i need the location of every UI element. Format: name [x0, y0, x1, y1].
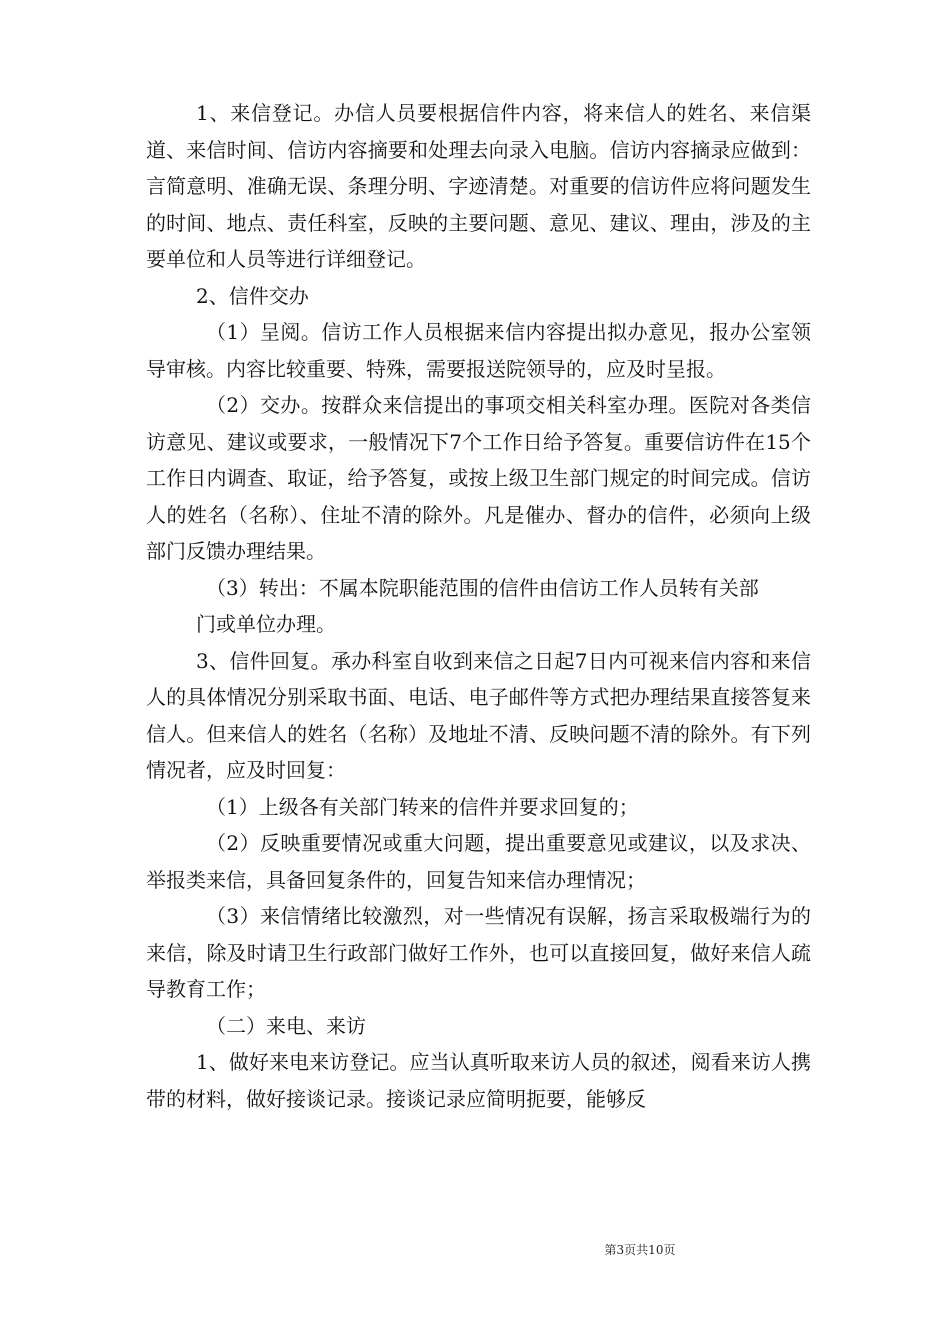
paragraph-letter-reply: 3、信件回复。承办科室自收到来信之日起7日内可视来信内容和来信人的具体情况分别采取书面、电话、电子邮件等方式把办理结果直接答复来信人。但来信人的姓名（名称）及地址不清、反映问题不清的除外。有下列情况者，应及时回复： — [146, 648, 811, 782]
paragraph-reply-case-3: （3）来信情绪比较激烈，对一些情况有误解，扬言采取极端行为的来信，除及时请卫生行政部门做好工作外，也可以直接回复，做好来信人疏导教育工作； — [146, 904, 811, 1001]
paragraph-reply-case-1: （1）上级各有关部门转来的信件并要求回复的； — [206, 794, 639, 819]
paragraph-review: （1）呈阅。信访工作人员根据来信内容提出拟办意见，报办公室领导审核。内容比较重要、特殊，需要报送院领导的，应及时呈报。 — [146, 320, 811, 381]
page-number-footer: 第3页共10页 — [604, 1243, 676, 1257]
paragraph-assignment: （2）交办。按群众来信提出的事项交相关科室办理。医院对各类信访意见、建议或要求，一般情况下7个工作日给予答复。重要信访件在15个工作日内调查、取证，给予答复，或按上级卫生部门规定的时间完成。信访人的姓名（名称）、住址不清的除外。凡是催办、督办的信件，必须向上级部门反馈办理结果。 — [146, 393, 811, 563]
paragraph-reply-case-2: （2）反映重要情况或重大问题，提出重要意见或建议，以及求决、举报类来信，具备回复条件的，回复告知来信办理情况； — [146, 831, 811, 892]
paragraph-letter-registration: 1、来信登记。办信人员要根据信件内容，将来信人的姓名、来信渠道、来信时间、信访内容摘要和处理去向录入电脑。信访内容摘录应做到：言简意明、准确无误、条理分明、字迹清楚。对重要的信访件应将问题发生的时间、地点、责任科室，反映的主要问题、意见、建议、理由，涉及的主要单位和人员等进行详细登记。 — [146, 101, 811, 271]
document-body — [146, 95, 811, 1117]
paragraph-transfer: （3）转出：不属本院职能范围的信件由信访工作人员转有关部 — [206, 575, 759, 600]
paragraph-calls-visits-heading: （二）来电、来访 — [206, 1013, 366, 1038]
paragraph-transfer-continued: 门或单位办理。 — [196, 612, 336, 636]
paragraph-visit-registration: 1、做好来电来访登记。应当认真听取来访人员的叙述，阅看来访人携带的材料，做好接谈记录。接谈记录应简明扼要，能够反 — [146, 1050, 811, 1111]
paragraph-letter-assignment-heading: 2、信件交办 — [196, 283, 309, 308]
